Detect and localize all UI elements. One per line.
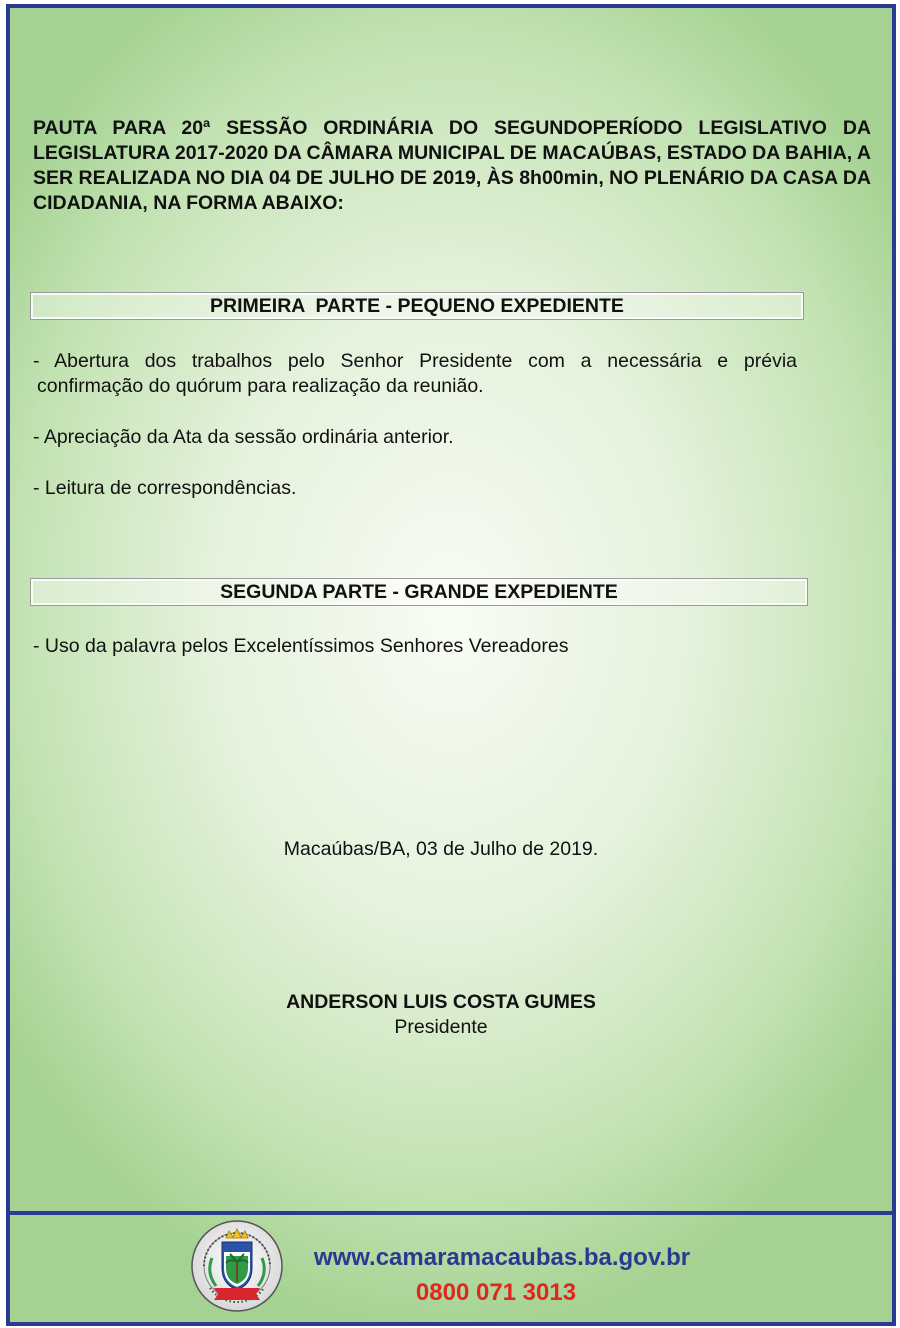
part2-item-1: - Uso da palavra pelos Excelentíssimos Senhores Vereadores: [33, 635, 569, 657]
phone-number: 0800 071 3013: [415, 1279, 577, 1306]
part1-item-1: - Abertura dos trabalhos pelo Senhor Presidente com a necessária e prévia: [33, 350, 797, 372]
part1-item-3: - Leitura de correspondências.: [33, 477, 297, 499]
part2-title: SEGUNDA PARTE - GRANDE EXPEDIENTE: [220, 581, 618, 603]
signature-role: Presidente: [394, 1016, 488, 1038]
place-date: Macaúbas/BA, 03 de Julho de 2019.: [283, 838, 599, 860]
footer-divider: [10, 1211, 892, 1215]
part1-item-1-cont: confirmação do quórum para realização da reunião.: [37, 375, 484, 397]
website-link[interactable]: www.camaramacaubas.ba.gov.br: [313, 1244, 691, 1271]
camara-seal-logo: [190, 1218, 284, 1314]
part1-title-box: [30, 292, 804, 320]
part1-title: PRIMEIRA PARTE - PEQUENO EXPEDIENTE: [210, 295, 624, 317]
agenda-heading: PAUTA PARA 20ª SESSÃO ORDINÁRIA DO SEGUNDOPERÍODO LEGISLATIVO DA LEGISLATURA 2017-2020 DA CÂMARA MUNICIPAL DE MACAÚBAS, ESTADO DA BAHIA, A SER REALIZADA NO DIA 04 DE JULHO DE 2019, ÀS 8h00min, NO PLENÁRIO DA CASA DA CIDADANIA, NA FORMA ABAIXO:: [33, 117, 871, 214]
part2-title-box: [30, 578, 808, 606]
signature-name: ANDERSON LUIS COSTA GUMES: [286, 991, 596, 1013]
part1-item-2: - Apreciação da Ata da sessão ordinária anterior.: [33, 426, 454, 448]
